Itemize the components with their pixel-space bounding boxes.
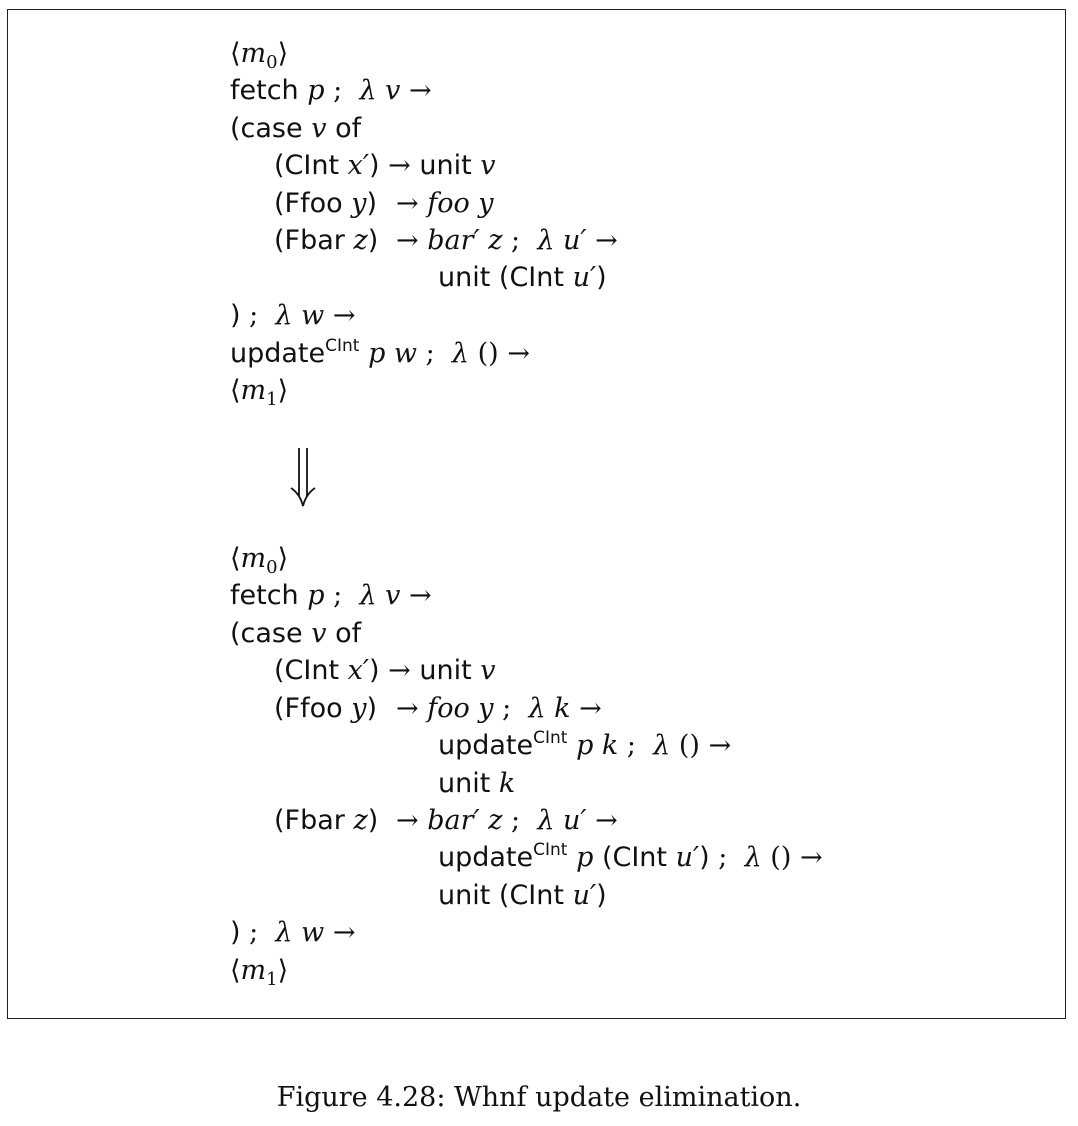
transform-arrow-icon — [288, 446, 318, 508]
after-ffoo-alt: (Ffoo y) — [274, 693, 378, 724]
before-ffoo-rhs: → foo y — [396, 188, 494, 219]
after-bind-w-line: ) ; λ w → — [230, 917, 356, 948]
before-cint-alt: (CInt x′) → unit v — [274, 150, 496, 181]
after-fetch-line: fetch p ; λ v → — [230, 580, 432, 611]
before-case-line: (case v of — [230, 113, 362, 144]
after-update-cint-line: update$^{CInt}$ p (CInt u′) ; λ () → — [438, 840, 823, 873]
before-state-m1: $⟨m_1⟩$ — [230, 375, 289, 410]
before-fbar-alt: (Fbar z) — [274, 225, 379, 256]
after-state-m1: $⟨m_1⟩$ — [230, 955, 289, 990]
after-update-k-line: update$^{CInt}$ p k ; λ () → — [438, 728, 732, 761]
before-unit-cint-line: unit (CInt u′) — [438, 262, 607, 293]
before-fetch-line: fetch p ; λ v → — [230, 75, 432, 106]
before-ffoo-alt: (Ffoo y) — [274, 188, 378, 219]
before-bind-w-line: ) ; λ w → — [230, 300, 356, 331]
after-unit-k-line: unit k — [438, 768, 516, 799]
after-case-line: (case v of — [230, 618, 362, 649]
after-fbar-alt: (Fbar z) — [274, 805, 379, 836]
after-cint-alt: (CInt x′) → unit v — [274, 655, 496, 686]
after-ffoo-rhs: → foo y ; λ k → — [396, 693, 602, 724]
after-state-m0: $⟨m_0⟩$ — [230, 543, 289, 578]
before-update-line: update$^{CInt}$ p w ; λ () → — [230, 336, 530, 369]
before-state-m0: $⟨m_0⟩$ — [230, 38, 289, 73]
after-fbar-rhs: → bar′ z ; λ u′ → — [396, 805, 618, 836]
before-fbar-rhs: → bar′ z ; λ u′ → — [396, 225, 618, 256]
after-unit-cint-line: unit (CInt u′) — [438, 880, 607, 911]
figure-caption: Figure 4.28: Whnf update elimination. — [276, 1082, 802, 1113]
